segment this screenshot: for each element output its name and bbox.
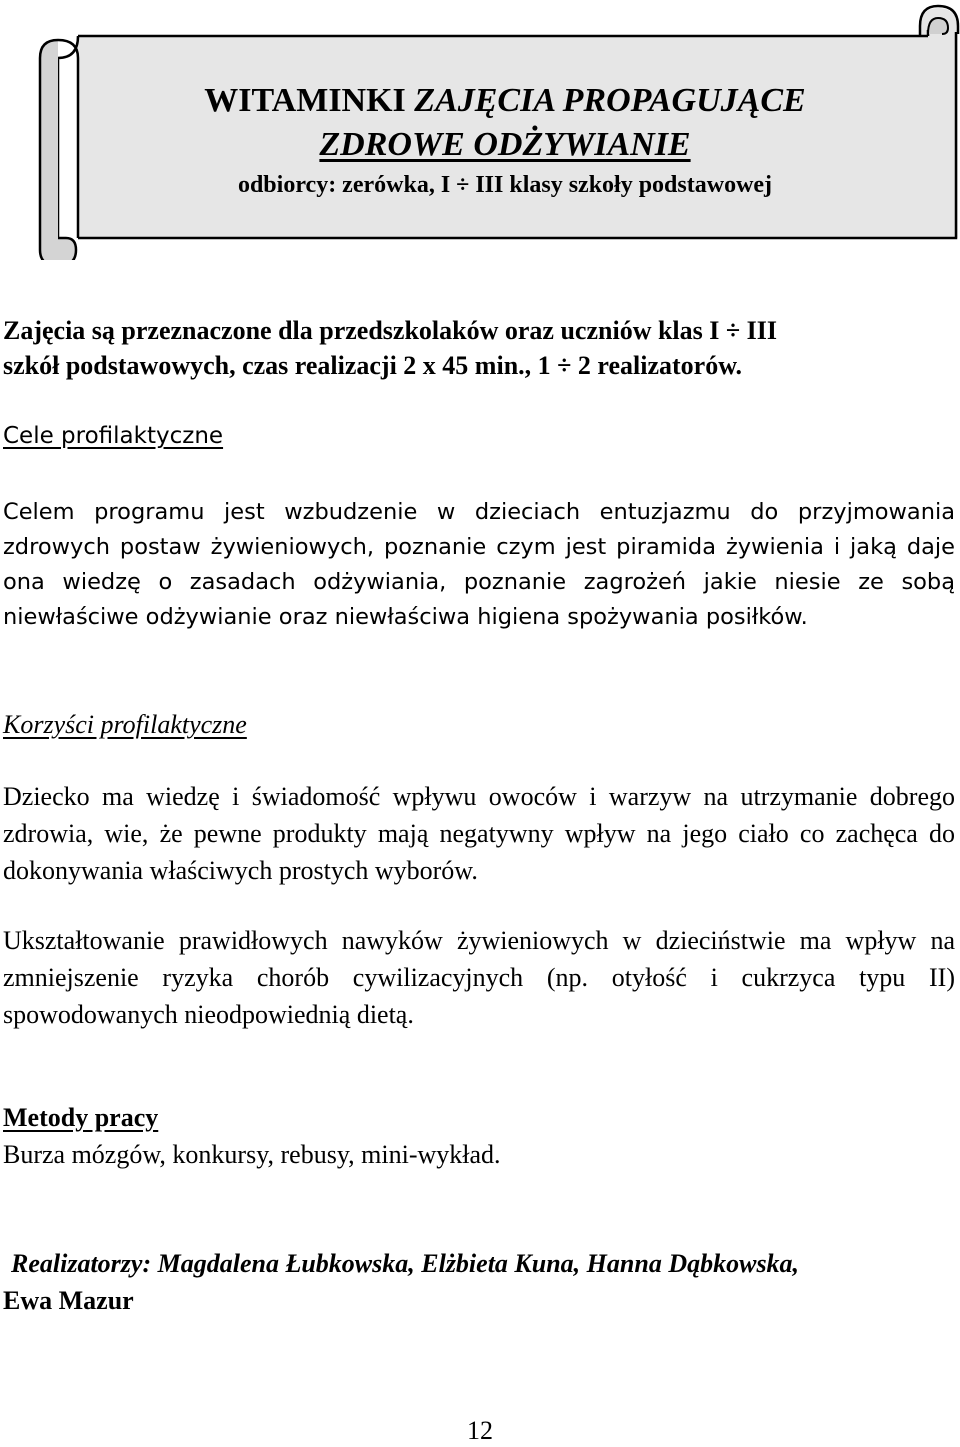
intro-line2: szkół podstawowych, czas realizacji 2 x 45 min., 1 ÷ 2 realizatorów. — [3, 351, 743, 380]
metody-heading: Metody pracy — [3, 1103, 159, 1132]
korzysci-heading: Korzyści profilaktyczne — [3, 710, 247, 739]
korzysci-paragraph-1: Dziecko ma wiedzę i świadomość wpływu owoców i warzyw na utrzymanie dobrego zdrowia, wie, że pewne produkty mają negatywny wpływ na jego ciało co zachęca do dokonywania właściwych prostych wyborów. — [3, 782, 955, 885]
realizatorzy-last-name: Ewa Mazur — [3, 1286, 134, 1315]
intro-line1: Zajęcia są przeznaczone dla przedszkolaków oraz uczniów klas I ÷ III — [3, 316, 778, 345]
intro-paragraph — [3, 313, 955, 383]
banner-audience: odbiorcy: zerówka, I ÷ III klasy szkoły podstawowej — [237, 172, 773, 198]
korzysci-paragraph-2: Ukształtowanie prawidłowych nawyków żywieniowych w dzieciństwie ma wpływ na zmniejszenie ryzyka chorób cywilizacyjnych (np. otyłość i cukrzyca typu II) spowodowanych nieodpowiednią dietą. — [3, 926, 955, 1029]
banner-title-line1 — [80, 82, 930, 120]
metody-paragraph: Burza mózgów, konkursy, rebusy, mini-wykład. — [3, 1140, 501, 1169]
cele-heading: Cele profilaktyczne — [3, 423, 224, 449]
banner-title-plain: WITAMINKI — [204, 82, 415, 119]
banner-title-line2: ZDROWE ODŻYWIANIE — [319, 126, 691, 163]
realizatorzy-block — [3, 1245, 955, 1319]
realizatorzy-names: Realizatorzy: Magdalena Łubkowska, Elżbieta Kuna, Hanna Dąbkowska, — [11, 1249, 800, 1278]
page-number: 12 — [467, 1416, 493, 1445]
banner-title-italic: ZAJĘCIA PROPAGUJĄCE — [414, 82, 806, 119]
cele-paragraph: Celem programu jest wzbudzenie w dzieciach entuzjazmu do przyjmowania zdrowych postaw żywieniowych, poznanie czym jest piramida żywienia i jaką daje ona wiedzę o zasadach odżywiania, poznanie zagrożeń jakie niesie ze sobą niewłaściwe odżywianie oraz niewłaściwa higiena spożywania posiłków. — [3, 499, 955, 630]
